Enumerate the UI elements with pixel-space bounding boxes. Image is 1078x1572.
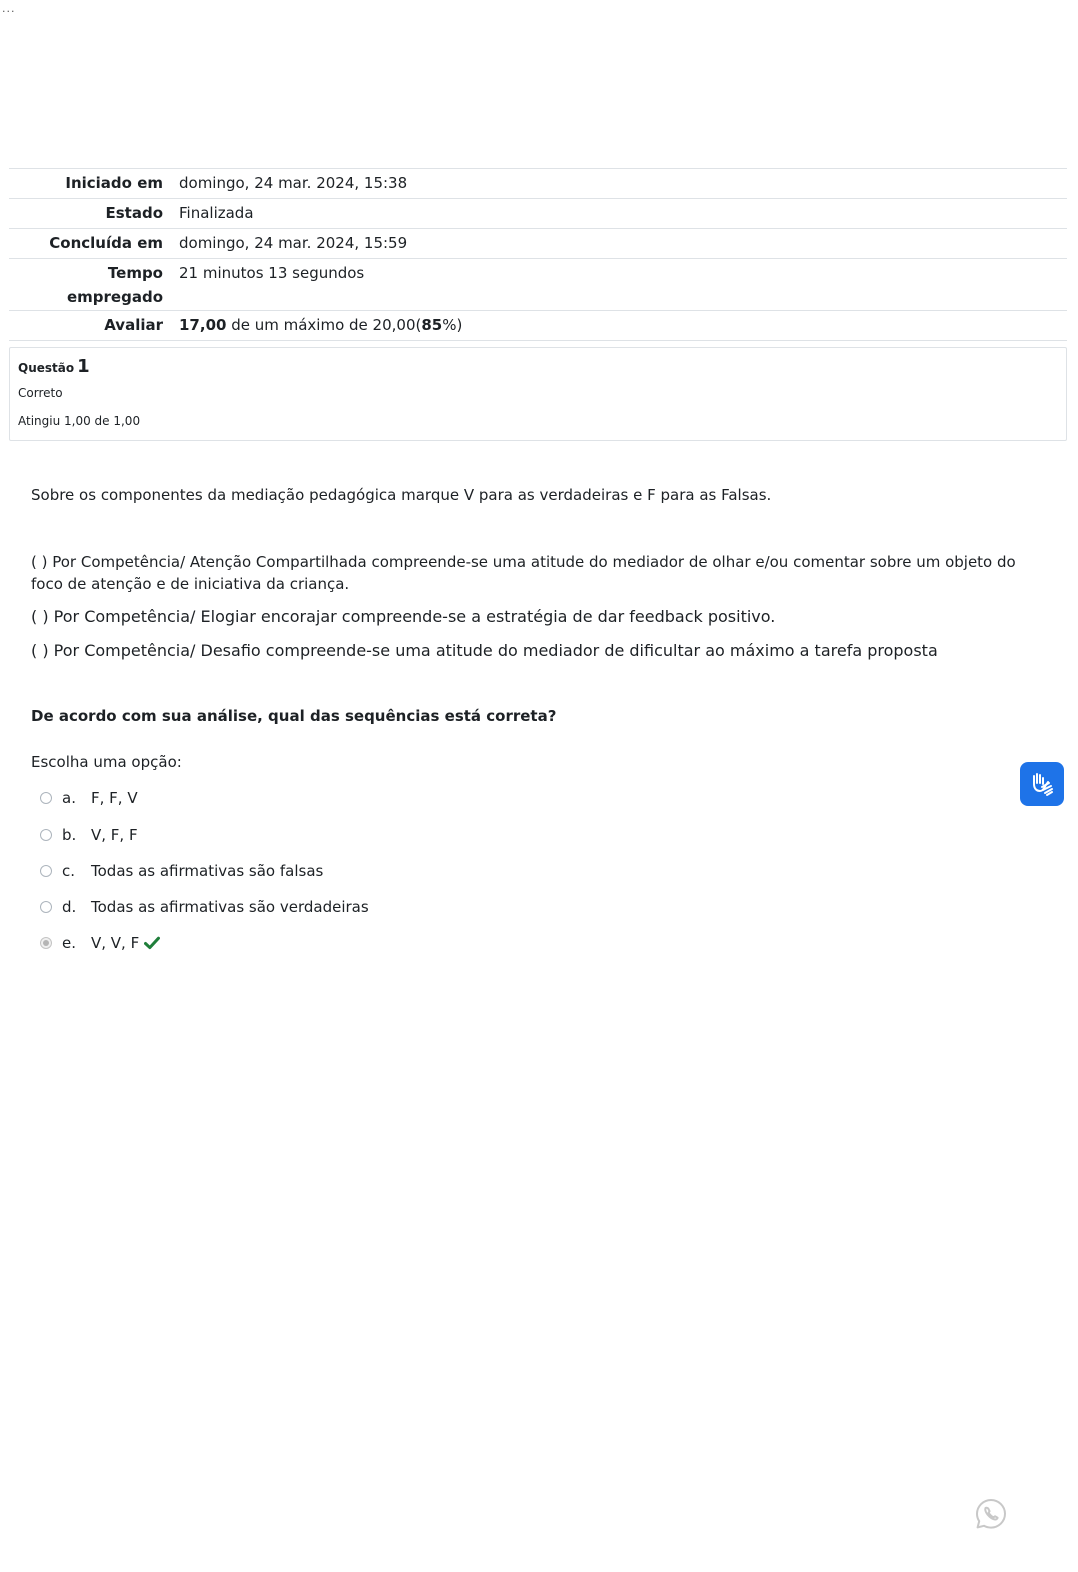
summary-label: Tempo empregado	[66, 264, 163, 306]
summary-label: Concluída em	[49, 234, 163, 252]
question-grade: Atingiu 1,00 de 1,00	[18, 414, 141, 428]
grade-percent: 85	[421, 316, 443, 334]
radio-button-selected[interactable]	[40, 937, 52, 949]
question-label: Questão	[18, 361, 75, 375]
summary-label: Estado	[105, 204, 163, 222]
check-icon	[144, 936, 160, 950]
summary-value: 21 minutos 13 segundos	[179, 264, 365, 282]
answer-option-b[interactable]	[40, 824, 138, 846]
question-intro: Sobre os componentes da mediação pedagógica marque V para as verdadeiras e F para as Falsas.	[31, 486, 772, 504]
question-info-box	[9, 347, 1067, 441]
sign-language-hands-icon	[1028, 770, 1056, 798]
radio-button[interactable]	[40, 901, 52, 913]
answer-option-d[interactable]	[40, 896, 369, 918]
statement-3: ( ) Por Competência/ Desafio compreende-se uma atitude do mediador de dificultar ao máximo a tarefa proposta	[31, 641, 938, 660]
grade-score: 17,00	[179, 316, 227, 334]
summary-row-completed	[9, 229, 1067, 259]
option-letter: c.	[62, 862, 76, 880]
summary-row-time-taken	[9, 259, 1067, 311]
answer-option-c[interactable]	[40, 860, 323, 882]
summary-row-started	[9, 169, 1067, 199]
option-text: Todas as afirmativas são falsas	[91, 862, 324, 880]
question-number-value: 1	[77, 356, 90, 377]
statement-2: ( ) Por Competência/ Elogiar encorajar compreende-se a estratégia de dar feedback positivo.	[31, 607, 776, 626]
summary-row-grade	[9, 311, 1067, 341]
option-letter: e.	[62, 934, 76, 952]
radio-button[interactable]	[40, 792, 52, 804]
summary-label: Iniciado em	[65, 174, 163, 192]
option-letter: a.	[62, 789, 76, 807]
radio-button[interactable]	[40, 865, 52, 877]
question-state: Correto	[18, 386, 63, 400]
answer-option-a[interactable]	[40, 787, 138, 809]
summary-row-state	[9, 199, 1067, 229]
statement-1: ( ) Por Competência/ Atenção Compartilhada compreende-se uma atitude do mediador de olhar e/ou comentar sobre um objeto do foco de atenção e de iniciativa da criança.	[31, 553, 1016, 593]
radio-button[interactable]	[40, 829, 52, 841]
whatsapp-icon[interactable]	[974, 1497, 1008, 1531]
sign-language-accessibility-button[interactable]	[1020, 762, 1064, 806]
choose-option-label: Escolha uma opção:	[31, 753, 182, 771]
ellipsis-indicator: ...	[2, 2, 16, 15]
summary-value	[171, 311, 1067, 341]
question-prompt: De acordo com sua análise, qual das sequências está correta?	[31, 707, 557, 725]
option-letter: d.	[62, 898, 77, 916]
grade-middle: de um máximo de 20,00(	[226, 316, 422, 334]
summary-label: Avaliar	[104, 316, 163, 334]
attempt-summary-table	[9, 168, 1067, 341]
summary-value: domingo, 24 mar. 2024, 15:38	[179, 174, 408, 192]
grade-suffix: %)	[442, 316, 463, 334]
summary-value: Finalizada	[179, 204, 254, 222]
option-text: F, F, V	[91, 789, 138, 807]
answer-option-e[interactable]	[40, 932, 160, 954]
option-text: V, F, F	[91, 826, 138, 844]
option-text: Todas as afirmativas são verdadeiras	[91, 898, 369, 916]
option-letter: b.	[62, 826, 77, 844]
summary-value: domingo, 24 mar. 2024, 15:59	[179, 234, 408, 252]
question-number	[18, 356, 1058, 379]
option-text: V, V, F	[91, 934, 140, 952]
